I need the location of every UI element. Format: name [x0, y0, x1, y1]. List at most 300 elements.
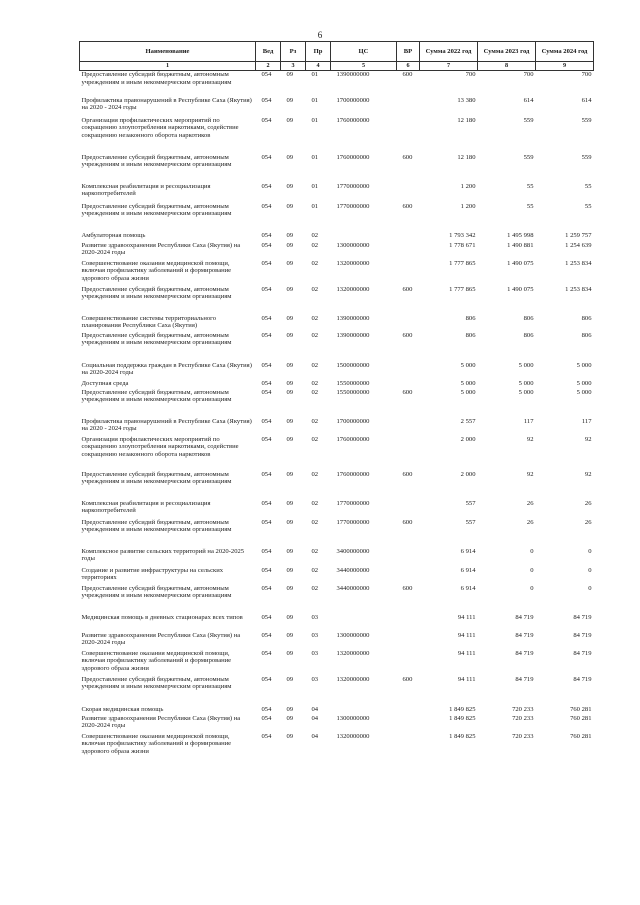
row-sum-2024: 92 — [584, 435, 592, 443]
row-sum-2024: 0 — [588, 547, 592, 555]
row-sum-2024: 760 281 — [570, 714, 592, 722]
row-cs: 1500000000 — [336, 361, 370, 369]
row-name: Предоставление субсидий бюджетным, автономным учреждениям и иным некоммерческим организациям — [81, 518, 232, 534]
row-sum-2024: 26 — [584, 518, 592, 526]
col-number: 7 — [420, 62, 478, 71]
row-name: Медицинская помощь в дневных стационарах всех типов — [81, 613, 243, 621]
row-sum-2023: 84 719 — [515, 649, 534, 657]
row-ved: 054 — [261, 153, 272, 161]
row-vr — [397, 97, 420, 117]
row-ved: 054 — [261, 566, 272, 574]
row-ved: 054 — [261, 547, 272, 555]
row-cs: 3400000000 — [336, 547, 370, 555]
row-cs: 1550000000 — [336, 379, 370, 387]
row-cs: 1320000000 — [336, 285, 370, 293]
page-number: 6 — [317, 30, 323, 40]
row-pr: 02 — [311, 314, 319, 322]
row-pr: 02 — [311, 547, 319, 555]
row-rz: 09 — [286, 259, 294, 267]
row-ved: 054 — [261, 631, 272, 639]
row-pr: 03 — [311, 631, 319, 639]
budget-table — [79, 41, 594, 759]
row-ved: 054 — [261, 241, 272, 249]
row-sum-2024: 760 281 — [570, 705, 592, 713]
row-pr: 02 — [311, 231, 319, 239]
col-number: 6 — [397, 62, 420, 71]
col-number: 5 — [331, 62, 397, 71]
row-ved: 054 — [261, 675, 272, 683]
table-row — [80, 154, 594, 183]
row-cs: 1770000000 — [336, 499, 370, 507]
row-pr: 02 — [311, 259, 319, 267]
table-row — [80, 519, 594, 548]
row-name: Развитие здравоохранения Республики Саха (Якутия) на 2020-2024 годы — [81, 631, 241, 647]
row-cs: 1770000000 — [336, 518, 370, 526]
row-pr: 04 — [311, 732, 319, 740]
row-rz: 09 — [286, 547, 294, 555]
table-row — [80, 117, 594, 154]
row-ved: 054 — [261, 259, 272, 267]
row-pr: 02 — [311, 361, 319, 369]
row-rz: 09 — [286, 470, 294, 478]
row-ved: 054 — [261, 470, 272, 478]
row-name: Предоставление субсидий бюджетным, автономным учреждениям и иным некоммерческим организациям — [81, 470, 232, 486]
row-vr: 600 — [402, 388, 413, 396]
row-name: Комплексная реабилитация и ресоциализация наркопотребителей — [81, 182, 211, 198]
row-cs — [331, 706, 397, 715]
row-pr: 02 — [311, 379, 319, 387]
row-vr — [397, 418, 420, 436]
row-sum-2023: 5 000 — [518, 379, 534, 387]
row-vr — [397, 548, 420, 567]
table-row — [80, 286, 594, 315]
row-cs: 1390000000 — [336, 71, 370, 78]
row-cs: 1760000000 — [336, 470, 370, 478]
row-sum-2023: 0 — [530, 584, 534, 592]
row-cs: 1300000000 — [336, 241, 370, 249]
row-rz: 09 — [286, 499, 294, 507]
row-rz: 09 — [286, 613, 294, 621]
row-ved: 054 — [261, 96, 272, 104]
row-rz: 09 — [286, 361, 294, 369]
row-name: Скорая медицинская помощь — [81, 705, 164, 713]
row-cs — [331, 232, 397, 242]
row-name: Совершенствование оказания медицинской помощи, включая профилактику заболеваний и формирование здорового образа жизни — [81, 259, 232, 282]
row-rz: 09 — [286, 675, 294, 683]
row-sum-2022: 5 000 — [460, 361, 476, 369]
table-row — [80, 567, 594, 585]
col-number: 9 — [536, 62, 594, 71]
row-sum-2022: 94 111 — [457, 649, 476, 657]
row-sum-2023: 700 — [523, 71, 534, 78]
row-pr: 01 — [311, 202, 319, 210]
col-header-cs: ЦС — [331, 42, 397, 62]
row-ved: 054 — [261, 613, 272, 621]
row-sum-2023: 1 495 998 — [507, 231, 534, 239]
row-sum-2023: 5 000 — [518, 388, 534, 396]
row-sum-2024: 5 000 — [576, 361, 592, 369]
row-pr: 03 — [311, 613, 319, 621]
row-rz: 09 — [286, 631, 294, 639]
table-row — [80, 500, 594, 519]
row-vr — [397, 436, 420, 471]
row-sum-2022: 13 380 — [457, 96, 476, 104]
row-pr: 02 — [311, 241, 319, 249]
row-sum-2022: 1 200 — [460, 202, 476, 210]
row-sum-2022: 1 849 825 — [449, 714, 476, 722]
row-sum-2023: 0 — [530, 547, 534, 555]
row-sum-2024: 806 — [581, 331, 592, 339]
table-row — [80, 362, 594, 380]
row-sum-2023: 559 — [523, 116, 534, 124]
row-sum-2022: 1 777 865 — [449, 259, 476, 267]
row-sum-2024: 5 000 — [576, 379, 592, 387]
row-rz: 09 — [286, 584, 294, 592]
row-pr: 02 — [311, 499, 319, 507]
row-name: Предоставление субсидий бюджетным, автономным учреждениям и иным некоммерческим организациям — [81, 285, 232, 301]
row-name: Предоставление субсидий бюджетным, автономным учреждениям и иным некоммерческим организациям — [81, 202, 232, 218]
row-vr: 600 — [402, 470, 413, 478]
row-ved: 054 — [261, 499, 272, 507]
row-pr: 01 — [311, 71, 319, 78]
row-rz: 09 — [286, 241, 294, 249]
row-name: Создание и развитие инфраструктуры на сельских территориях — [81, 566, 224, 582]
row-sum-2023: 1 490 075 — [507, 259, 534, 267]
row-ved: 054 — [261, 379, 272, 387]
table-row — [80, 242, 594, 260]
row-vr — [397, 706, 420, 715]
row-sum-2024: 55 — [584, 202, 592, 210]
table-row — [80, 585, 594, 614]
row-ved: 054 — [261, 732, 272, 740]
table-row — [80, 548, 594, 567]
row-cs: 3440000000 — [336, 566, 370, 574]
row-rz: 09 — [286, 331, 294, 339]
row-ved: 054 — [261, 116, 272, 124]
row-sum-2024: 84 719 — [573, 613, 592, 621]
row-sum-2023: 55 — [526, 182, 534, 190]
row-sum-2024: 614 — [581, 96, 592, 104]
row-name: Комплексное развитие сельских территорий на 2020-2025 годы — [81, 547, 245, 563]
row-ved: 054 — [261, 714, 272, 722]
row-sum-2024: 1 254 639 — [565, 241, 592, 249]
row-sum-2022: 12 180 — [457, 116, 476, 124]
row-rz: 09 — [286, 153, 294, 161]
row-pr: 02 — [311, 566, 319, 574]
row-cs: 1320000000 — [336, 675, 370, 683]
row-sum-2022: 2 557 — [460, 417, 476, 425]
table-row — [80, 315, 594, 332]
row-vr — [397, 650, 420, 676]
row-sum-2023: 92 — [526, 470, 534, 478]
row-ved: 054 — [261, 435, 272, 443]
table-row — [80, 706, 594, 715]
row-pr: 03 — [311, 649, 319, 657]
row-sum-2022: 94 111 — [457, 631, 476, 639]
row-vr — [397, 260, 420, 286]
row-sum-2022: 557 — [465, 518, 476, 526]
row-rz: 09 — [286, 379, 294, 387]
row-name: Организация профилактических мероприятий по сокращению злоупотребления наркотиками, содействие сокращению незаконного оборота наркотиков — [81, 435, 239, 458]
row-sum-2024: 700 — [581, 71, 592, 78]
col-number: 4 — [306, 62, 331, 71]
row-sum-2023: 806 — [523, 331, 534, 339]
row-cs: 1320000000 — [336, 732, 370, 740]
row-pr: 02 — [311, 285, 319, 293]
row-pr: 02 — [311, 435, 319, 443]
row-pr: 03 — [311, 675, 319, 683]
row-name: Доступная среда — [81, 379, 129, 387]
row-rz: 09 — [286, 96, 294, 104]
row-rz: 09 — [286, 116, 294, 124]
row-rz: 09 — [286, 649, 294, 657]
row-sum-2022: 2 000 — [460, 435, 476, 443]
row-sum-2024: 84 719 — [573, 649, 592, 657]
row-rz: 09 — [286, 417, 294, 425]
row-cs: 1550000000 — [336, 388, 370, 396]
row-pr: 04 — [311, 714, 319, 722]
row-sum-2022: 5 000 — [460, 388, 476, 396]
row-pr: 02 — [311, 331, 319, 339]
column-number-row — [80, 62, 594, 71]
row-cs: 1770000000 — [336, 202, 370, 210]
row-cs: 1320000000 — [336, 649, 370, 657]
row-sum-2024: 1 259 757 — [565, 231, 592, 239]
row-cs: 3440000000 — [336, 584, 370, 592]
row-name: Совершенствование оказания медицинской помощи, включая профилактику заболеваний и формирование здорового образа жизни — [81, 649, 232, 672]
row-sum-2022: 1 777 865 — [449, 285, 476, 293]
col-header-pr: Пр — [306, 42, 331, 62]
row-sum-2023: 720 233 — [512, 714, 534, 722]
row-pr: 02 — [311, 518, 319, 526]
row-sum-2022: 5 000 — [460, 379, 476, 387]
table-row — [80, 676, 594, 706]
row-sum-2024: 1 253 834 — [565, 259, 592, 267]
row-sum-2023: 92 — [526, 435, 534, 443]
table-row — [80, 71, 594, 97]
row-cs: 1320000000 — [336, 259, 370, 267]
row-cs: 1700000000 — [336, 96, 370, 104]
row-sum-2023: 720 233 — [512, 732, 534, 740]
row-ved: 054 — [261, 314, 272, 322]
row-rz: 09 — [286, 732, 294, 740]
row-sum-2022: 1 778 671 — [449, 241, 476, 249]
row-sum-2022: 1 200 — [460, 182, 476, 190]
table-row — [80, 436, 594, 471]
row-vr — [397, 117, 420, 154]
row-vr — [397, 183, 420, 203]
row-vr — [397, 232, 420, 242]
table-row — [80, 183, 594, 203]
row-sum-2024: 0 — [588, 566, 592, 574]
row-sum-2023: 1 490 075 — [507, 285, 534, 293]
table-row — [80, 260, 594, 286]
row-sum-2022: 12 180 — [457, 153, 476, 161]
row-sum-2022: 6 914 — [460, 547, 476, 555]
row-pr: 02 — [311, 417, 319, 425]
row-ved: 054 — [261, 388, 272, 396]
row-vr — [397, 733, 420, 759]
row-rz: 09 — [286, 388, 294, 396]
table-row — [80, 380, 594, 389]
table-row — [80, 203, 594, 232]
row-name: Предоставление субсидий бюджетным, автономным учреждениям и иным некоммерческим организациям — [81, 584, 232, 600]
row-name: Предоставление субсидий бюджетным, автономным учреждениям и иным некоммерческим организациям — [81, 71, 232, 86]
row-ved: 054 — [261, 182, 272, 190]
col-number: 8 — [478, 62, 536, 71]
table-row — [80, 471, 594, 500]
row-rz: 09 — [286, 231, 294, 239]
row-sum-2023: 117 — [523, 417, 534, 425]
row-cs: 1760000000 — [336, 435, 370, 443]
table-row — [80, 614, 594, 632]
row-pr: 01 — [311, 96, 319, 104]
row-sum-2024: 84 719 — [573, 631, 592, 639]
table-row — [80, 632, 594, 650]
row-pr: 02 — [311, 584, 319, 592]
col-header-name: Наименование — [80, 42, 256, 62]
row-vr: 600 — [402, 202, 413, 210]
row-sum-2024: 55 — [584, 182, 592, 190]
row-sum-2022: 557 — [465, 499, 476, 507]
row-name: Предоставление субсидий бюджетным, автономным учреждениям и иным некоммерческим организациям — [81, 153, 232, 169]
table-row — [80, 733, 594, 759]
row-pr: 01 — [311, 153, 319, 161]
row-vr — [397, 715, 420, 733]
row-sum-2023: 1 490 881 — [507, 241, 534, 249]
row-vr: 600 — [402, 331, 413, 339]
row-sum-2023: 84 719 — [515, 631, 534, 639]
row-name: Профилактика правонарушений в Республике Саха (Якутия) на 2020 - 2024 годы — [81, 417, 252, 433]
header-row — [80, 42, 594, 62]
table-body — [80, 71, 594, 759]
row-cs: 1390000000 — [336, 331, 370, 339]
row-sum-2024: 117 — [581, 417, 592, 425]
row-sum-2022: 2 000 — [460, 470, 476, 478]
row-vr — [397, 614, 420, 632]
row-sum-2023: 806 — [523, 314, 534, 322]
row-vr — [397, 242, 420, 260]
row-name: Амбулаторная помощь — [81, 231, 146, 239]
row-vr — [397, 500, 420, 519]
row-ved: 054 — [261, 231, 272, 239]
table-row — [80, 389, 594, 418]
row-sum-2024: 84 719 — [573, 675, 592, 683]
row-rz: 09 — [286, 202, 294, 210]
row-vr: 600 — [402, 675, 413, 683]
row-rz: 09 — [286, 314, 294, 322]
row-sum-2022: 806 — [465, 331, 476, 339]
row-sum-2023: 5 000 — [518, 361, 534, 369]
row-ved: 054 — [261, 331, 272, 339]
row-rz: 09 — [286, 182, 294, 190]
row-name: Комплексная реабилитация и ресоциализация наркопотребителей — [81, 499, 211, 515]
row-rz: 09 — [286, 435, 294, 443]
row-sum-2022: 1 849 825 — [449, 732, 476, 740]
col-header-sum-2022: Сумма 2022 год — [420, 42, 478, 62]
row-cs: 1300000000 — [336, 631, 370, 639]
row-sum-2023: 614 — [523, 96, 534, 104]
row-sum-2023: 0 — [530, 566, 534, 574]
row-pr: 01 — [311, 116, 319, 124]
col-number: 2 — [256, 62, 281, 71]
row-sum-2023: 26 — [526, 518, 534, 526]
row-name: Профилактика правонарушений в Республике Саха (Якутия) на 2020 - 2024 годы — [81, 96, 252, 112]
col-header-sum-2024: Сумма 2024 год — [536, 42, 594, 62]
row-name: Организация профилактических мероприятий по сокращению злоупотребления наркотиками, содействие сокращению незаконного оборота наркотиков — [81, 116, 239, 139]
col-header-vr: ВР — [397, 42, 420, 62]
row-sum-2023: 26 — [526, 499, 534, 507]
col-header-rz: Рз — [281, 42, 306, 62]
row-sum-2024: 559 — [581, 153, 592, 161]
row-pr: 01 — [311, 182, 319, 190]
row-sum-2023: 720 233 — [512, 705, 534, 713]
row-name: Социальная поддержка граждан в Республике Саха (Якутия) на 2020-2024 годы — [81, 361, 252, 377]
row-name: Совершенствование системы территориального планирования Республики Саха (Якутия) — [81, 314, 217, 330]
row-name: Предоставление субсидий бюджетным, автономным учреждениям и иным некоммерческим организациям — [81, 388, 232, 404]
row-ved: 054 — [261, 518, 272, 526]
row-name: Развитие здравоохранения Республики Саха (Якутия) на 2020-2024 годы — [81, 714, 241, 730]
row-cs — [331, 614, 397, 632]
row-cs: 1770000000 — [336, 182, 370, 190]
table-row — [80, 650, 594, 676]
table-row — [80, 715, 594, 733]
row-sum-2022: 700 — [465, 71, 476, 78]
row-sum-2022: 6 914 — [460, 566, 476, 574]
row-sum-2023: 559 — [523, 153, 534, 161]
row-vr: 600 — [402, 71, 413, 78]
row-sum-2024: 1 253 834 — [565, 285, 592, 293]
row-sum-2022: 6 914 — [460, 584, 476, 592]
row-rz: 09 — [286, 705, 294, 713]
row-vr — [397, 315, 420, 332]
row-rz: 09 — [286, 518, 294, 526]
row-sum-2022: 1 793 342 — [449, 231, 476, 239]
col-header-ved: Вед — [256, 42, 281, 62]
row-sum-2023: 84 719 — [515, 613, 534, 621]
row-sum-2024: 0 — [588, 584, 592, 592]
row-sum-2024: 760 281 — [570, 732, 592, 740]
row-vr — [397, 632, 420, 650]
table-row — [80, 97, 594, 117]
row-cs: 1300000000 — [336, 714, 370, 722]
row-rz: 09 — [286, 71, 294, 78]
row-vr — [397, 362, 420, 380]
row-name: Предоставление субсидий бюджетным, автономным учреждениям и иным некоммерческим организациям — [81, 331, 232, 347]
row-cs: 1390000000 — [336, 314, 370, 322]
row-vr — [397, 567, 420, 585]
row-sum-2023: 84 719 — [515, 675, 534, 683]
row-sum-2024: 26 — [584, 499, 592, 507]
row-name: Совершенствование оказания медицинской помощи, включая профилактику заболеваний и формирование здорового образа жизни — [81, 732, 232, 755]
row-ved: 054 — [261, 584, 272, 592]
row-ved: 054 — [261, 71, 272, 78]
col-number: 3 — [281, 62, 306, 71]
row-vr: 600 — [402, 285, 413, 293]
row-pr: 04 — [311, 705, 319, 713]
col-header-sum-2023: Сумма 2023 год — [478, 42, 536, 62]
row-rz: 09 — [286, 285, 294, 293]
row-pr: 02 — [311, 388, 319, 396]
row-ved: 054 — [261, 202, 272, 210]
row-ved: 054 — [261, 649, 272, 657]
col-number: 1 — [80, 62, 256, 71]
row-ved: 054 — [261, 417, 272, 425]
table-row — [80, 418, 594, 436]
row-ved: 054 — [261, 705, 272, 713]
row-ved: 054 — [261, 285, 272, 293]
row-sum-2022: 1 849 825 — [449, 705, 476, 713]
